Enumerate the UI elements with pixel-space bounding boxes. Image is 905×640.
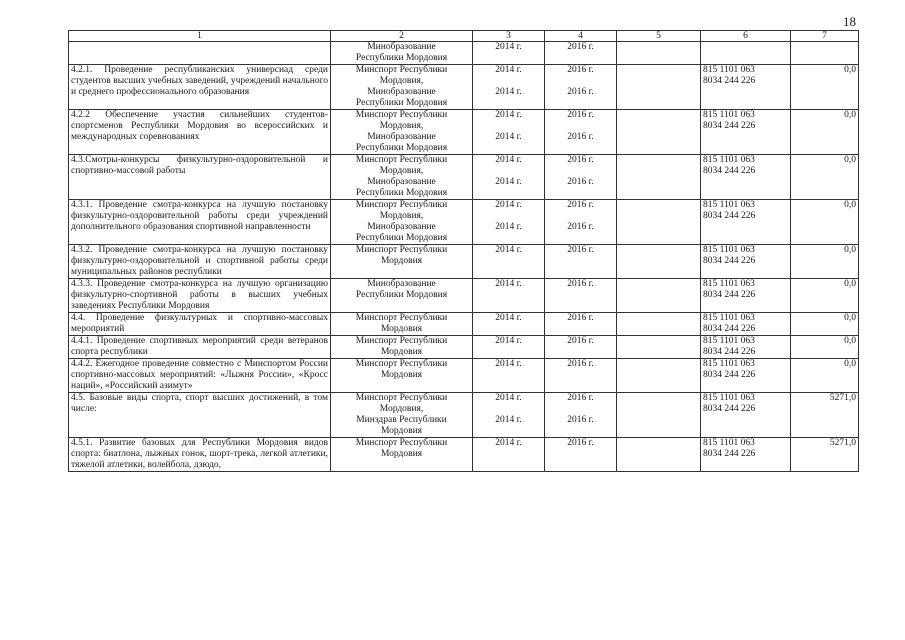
- amount-cell: 0,0: [791, 279, 859, 313]
- cell-line: 2014 г.: [495, 415, 522, 425]
- cell-line: 815 1101 063: [703, 65, 755, 75]
- cell-line: 2016 г.: [567, 177, 594, 187]
- table-row: [69, 110, 859, 155]
- cell-line: 2014 г.: [495, 393, 522, 403]
- start-year-cell: [473, 42, 545, 65]
- cell-line: 8034 244 226: [703, 121, 756, 131]
- cell-line: 2014 г.: [495, 359, 522, 369]
- executor-cell: [331, 245, 473, 279]
- amount-cell: 0,0: [791, 359, 859, 393]
- cell-line: 2016 г.: [567, 438, 594, 448]
- column-header: 5: [617, 31, 701, 42]
- end-year-cell: [545, 279, 617, 313]
- cell-line: 815 1101 063: [703, 336, 755, 346]
- budget-code-cell: [701, 393, 791, 438]
- executor-cell: [331, 42, 473, 65]
- cell-line: 2016 г.: [567, 87, 594, 97]
- cell-line: 2016 г.: [567, 359, 594, 369]
- budget-code-cell: [701, 279, 791, 313]
- cell-line: Мордовия,: [379, 211, 424, 221]
- cell-line: 2014 г.: [495, 65, 522, 75]
- activity-name-cell: 4.2.1. Проведение республиканских универсиад среди студентов высших учебных заведений, учреждений начального и среднего профессионального образования: [69, 65, 331, 110]
- cell-line: 2016 г.: [567, 200, 594, 210]
- cell-line: 815 1101 063: [703, 155, 755, 165]
- table-row: [69, 313, 859, 336]
- budget-code-cell: [701, 245, 791, 279]
- cell-line: 2014 г.: [495, 87, 522, 97]
- cell-line: Мордовия,: [379, 166, 424, 176]
- cell-line: 2014 г.: [495, 313, 522, 323]
- executor-cell: [331, 279, 473, 313]
- cell-line: 2014 г.: [495, 222, 522, 232]
- cell-line: Минобразование: [367, 177, 436, 187]
- executor-cell: [331, 155, 473, 200]
- cell-line: Мордовия: [380, 324, 423, 334]
- amount-cell: 5271,0: [791, 393, 859, 438]
- cell-line: 2014 г.: [495, 438, 522, 448]
- cell-line: 8034 244 226: [703, 256, 756, 266]
- activity-name-cell: 4.3.Смотры-конкурсы физкультурно-оздоровительной и спортивно-массовой работы: [69, 155, 331, 200]
- column-header: 3: [473, 31, 545, 42]
- column-header: 7: [791, 31, 859, 42]
- table-row: [69, 245, 859, 279]
- cell-line: 2014 г.: [495, 200, 522, 210]
- budget-code-cell: [701, 65, 791, 110]
- result-cell: [617, 155, 701, 200]
- result-cell: [617, 359, 701, 393]
- end-year-cell: [545, 393, 617, 438]
- activity-name-cell: 4.3.2. Проведение смотра-конкурса на лучшую постановку физкультурно-оздоровительной и спортивной работы среди муниципальных районов республики: [69, 245, 331, 279]
- cell-line: 2016 г.: [567, 336, 594, 346]
- executor-cell: [331, 110, 473, 155]
- start-year-cell: [473, 393, 545, 438]
- cell-line: Мордовия: [380, 370, 423, 380]
- amount-cell: 0,0: [791, 155, 859, 200]
- start-year-cell: [473, 110, 545, 155]
- cell-line: Минспорт Республики: [355, 200, 448, 210]
- cell-line: 2016 г.: [567, 110, 594, 120]
- column-header: 6: [701, 31, 791, 42]
- end-year-cell: [545, 313, 617, 336]
- start-year-cell: [473, 279, 545, 313]
- executor-cell: [331, 359, 473, 393]
- cell-line: 8034 244 226: [703, 290, 756, 300]
- cell-line: Мордовия,: [379, 76, 424, 86]
- cell-line: 2016 г.: [567, 132, 594, 142]
- result-cell: [617, 200, 701, 245]
- cell-line: 8034 244 226: [703, 370, 756, 380]
- result-cell: [617, 336, 701, 359]
- activity-name-cell: 4.3.3. Проведение смотра-конкурса на лучшую организацию физкультурно-спортивной работы в высших учебных заведениях Республики Мордовия: [69, 279, 331, 313]
- end-year-cell: [545, 245, 617, 279]
- budget-code-cell: [701, 110, 791, 155]
- amount-cell: 0,0: [791, 313, 859, 336]
- cell-line: Минобразование: [367, 279, 436, 289]
- start-year-cell: [473, 438, 545, 472]
- result-cell: [617, 279, 701, 313]
- page-number: 18: [843, 14, 856, 29]
- activity-name-cell: 4.2.2 Обеспечение участия сильнейших студентов-спортсменов Республики Мордовия во всероссийских и международных соревнованиях: [69, 110, 331, 155]
- cell-line: 2016 г.: [567, 393, 594, 403]
- result-cell: [617, 65, 701, 110]
- cell-line: Мордовия,: [379, 121, 424, 131]
- table-row: [69, 393, 859, 438]
- result-cell: [617, 42, 701, 65]
- column-header: 4: [545, 31, 617, 42]
- cell-line: 815 1101 063: [703, 393, 755, 403]
- cell-line: 8034 244 226: [703, 211, 756, 221]
- cell-line: 815 1101 063: [703, 200, 755, 210]
- table-row: [69, 336, 859, 359]
- cell-line: 815 1101 063: [703, 279, 755, 289]
- cell-line: 2014 г.: [495, 110, 522, 120]
- cell-line: Минздрав Республики: [356, 415, 447, 425]
- cell-line: Республики Мордовия: [355, 53, 448, 63]
- cell-line: Республики Мордовия: [355, 290, 448, 300]
- cell-line: 8034 244 226: [703, 76, 756, 86]
- end-year-cell: [545, 359, 617, 393]
- cell-line: 2014 г.: [495, 279, 522, 289]
- cell-line: Минспорт Республики: [355, 110, 448, 120]
- executor-cell: [331, 313, 473, 336]
- cell-line: Минспорт Республики: [355, 155, 448, 165]
- cell-line: Республики Мордовия: [355, 188, 448, 198]
- cell-line: 8034 244 226: [703, 404, 756, 414]
- start-year-cell: [473, 245, 545, 279]
- cell-line: 815 1101 063: [703, 110, 755, 120]
- result-cell: [617, 245, 701, 279]
- result-cell: [617, 393, 701, 438]
- cell-line: Минспорт Республики: [355, 245, 448, 255]
- amount-cell: 5271,0: [791, 438, 859, 472]
- executor-cell: [331, 200, 473, 245]
- table-row: [69, 65, 859, 110]
- amount-cell: 0,0: [791, 336, 859, 359]
- column-header: 2: [331, 31, 473, 42]
- cell-line: Мордовия: [380, 449, 423, 459]
- executor-cell: [331, 393, 473, 438]
- cell-line: 815 1101 063: [703, 359, 755, 369]
- amount-cell: 0,0: [791, 200, 859, 245]
- start-year-cell: [473, 155, 545, 200]
- activity-name-cell: [69, 42, 331, 65]
- end-year-cell: [545, 336, 617, 359]
- budget-code-cell: [701, 42, 791, 65]
- cell-line: 815 1101 063: [703, 313, 755, 323]
- activity-name-cell: 4.5. Базовые виды спорта, спорт высших достижений, в том числе:: [69, 393, 331, 438]
- cell-line: 815 1101 063: [703, 245, 755, 255]
- end-year-cell: [545, 155, 617, 200]
- cell-line: Мордовия: [380, 426, 423, 436]
- cell-line: 2016 г.: [567, 65, 594, 75]
- activity-name-cell: 4.4.2. Ежегодное проведение совместно с Минспортом России спортивно-массовых мероприятий: «Лыжня России», «Кросс наций», «Российский азимут»: [69, 359, 331, 393]
- cell-line: 2014 г.: [495, 245, 522, 255]
- end-year-cell: [545, 42, 617, 65]
- cell-line: Минспорт Республики: [355, 336, 448, 346]
- table-row: [69, 359, 859, 393]
- budget-code-cell: [701, 359, 791, 393]
- activity-name-cell: 4.5.1. Развитие базовых для Республики Мордовия видов спорта: биатлона, лыжных гонок, шорт-трека, легкой атлетики, тяжелой атлетики, волейбола, дзюдо,: [69, 438, 331, 472]
- amount-cell: 0,0: [791, 245, 859, 279]
- cell-line: 2014 г.: [495, 155, 522, 165]
- cell-line: Республики Мордовия: [355, 98, 448, 108]
- cell-line: 2016 г.: [567, 279, 594, 289]
- activity-name-cell: 4.3.1. Проведение смотра-конкурса на лучшую постановку физкультурно-оздоровительной работы среди учреждений дополнительного образования спортивной направленности: [69, 200, 331, 245]
- cell-line: Минобразование: [367, 222, 436, 232]
- program-table: [68, 30, 859, 472]
- cell-line: 2014 г.: [495, 336, 522, 346]
- end-year-cell: [545, 200, 617, 245]
- header-row: [69, 31, 859, 42]
- cell-line: 2016 г.: [567, 245, 594, 255]
- budget-code-cell: [701, 155, 791, 200]
- result-cell: [617, 313, 701, 336]
- result-cell: [617, 110, 701, 155]
- cell-line: Минспорт Республики: [355, 313, 448, 323]
- column-header: 1: [69, 31, 331, 42]
- end-year-cell: [545, 438, 617, 472]
- start-year-cell: [473, 336, 545, 359]
- budget-code-cell: [701, 313, 791, 336]
- amount-cell: [791, 42, 859, 65]
- cell-line: 2014 г.: [495, 177, 522, 187]
- start-year-cell: [473, 65, 545, 110]
- table-row: [69, 42, 859, 65]
- start-year-cell: [473, 200, 545, 245]
- activity-name-cell: 4.4. Проведение физкультурных и спортивно-массовых мероприятий: [69, 313, 331, 336]
- amount-cell: 0,0: [791, 65, 859, 110]
- result-cell: [617, 438, 701, 472]
- executor-cell: [331, 438, 473, 472]
- budget-code-cell: [701, 200, 791, 245]
- cell-line: 2014 г.: [495, 132, 522, 142]
- cell-line: 8034 244 226: [703, 166, 756, 176]
- cell-line: 8034 244 226: [703, 324, 756, 334]
- cell-line: Минспорт Республики: [355, 359, 448, 369]
- cell-line: 2016 г.: [567, 42, 594, 52]
- cell-line: 2016 г.: [567, 222, 594, 232]
- budget-code-cell: [701, 336, 791, 359]
- table-row: [69, 279, 859, 313]
- activity-name-cell: 4.4.1. Проведение спортивных мероприятий среди ветеранов спорта республики: [69, 336, 331, 359]
- cell-line: Минспорт Республики: [355, 393, 448, 403]
- start-year-cell: [473, 359, 545, 393]
- cell-line: Мордовия,: [379, 404, 424, 414]
- table-row: [69, 155, 859, 200]
- cell-line: 2014 г.: [495, 42, 522, 52]
- executor-cell: [331, 65, 473, 110]
- cell-line: Минспорт Республики: [355, 438, 448, 448]
- cell-line: Минобразование: [367, 42, 436, 52]
- start-year-cell: [473, 313, 545, 336]
- amount-cell: 0,0: [791, 110, 859, 155]
- cell-line: 8034 244 226: [703, 347, 756, 357]
- table-body: [69, 42, 859, 472]
- cell-line: 2016 г.: [567, 415, 594, 425]
- end-year-cell: [545, 110, 617, 155]
- cell-line: Республики Мордовия: [355, 233, 448, 243]
- table-row: [69, 200, 859, 245]
- cell-line: Республики Мордовия: [355, 143, 448, 153]
- cell-line: 815 1101 063: [703, 438, 755, 448]
- cell-line: Минспорт Республики: [355, 65, 448, 75]
- table-row: [69, 438, 859, 472]
- cell-line: Минобразование: [367, 87, 436, 97]
- executor-cell: [331, 336, 473, 359]
- cell-line: Мордовия: [380, 256, 423, 266]
- cell-line: Минобразование: [367, 132, 436, 142]
- end-year-cell: [545, 65, 617, 110]
- cell-line: 2016 г.: [567, 155, 594, 165]
- cell-line: 8034 244 226: [703, 449, 756, 459]
- budget-code-cell: [701, 438, 791, 472]
- cell-line: 2016 г.: [567, 313, 594, 323]
- cell-line: Мордовия: [380, 347, 423, 357]
